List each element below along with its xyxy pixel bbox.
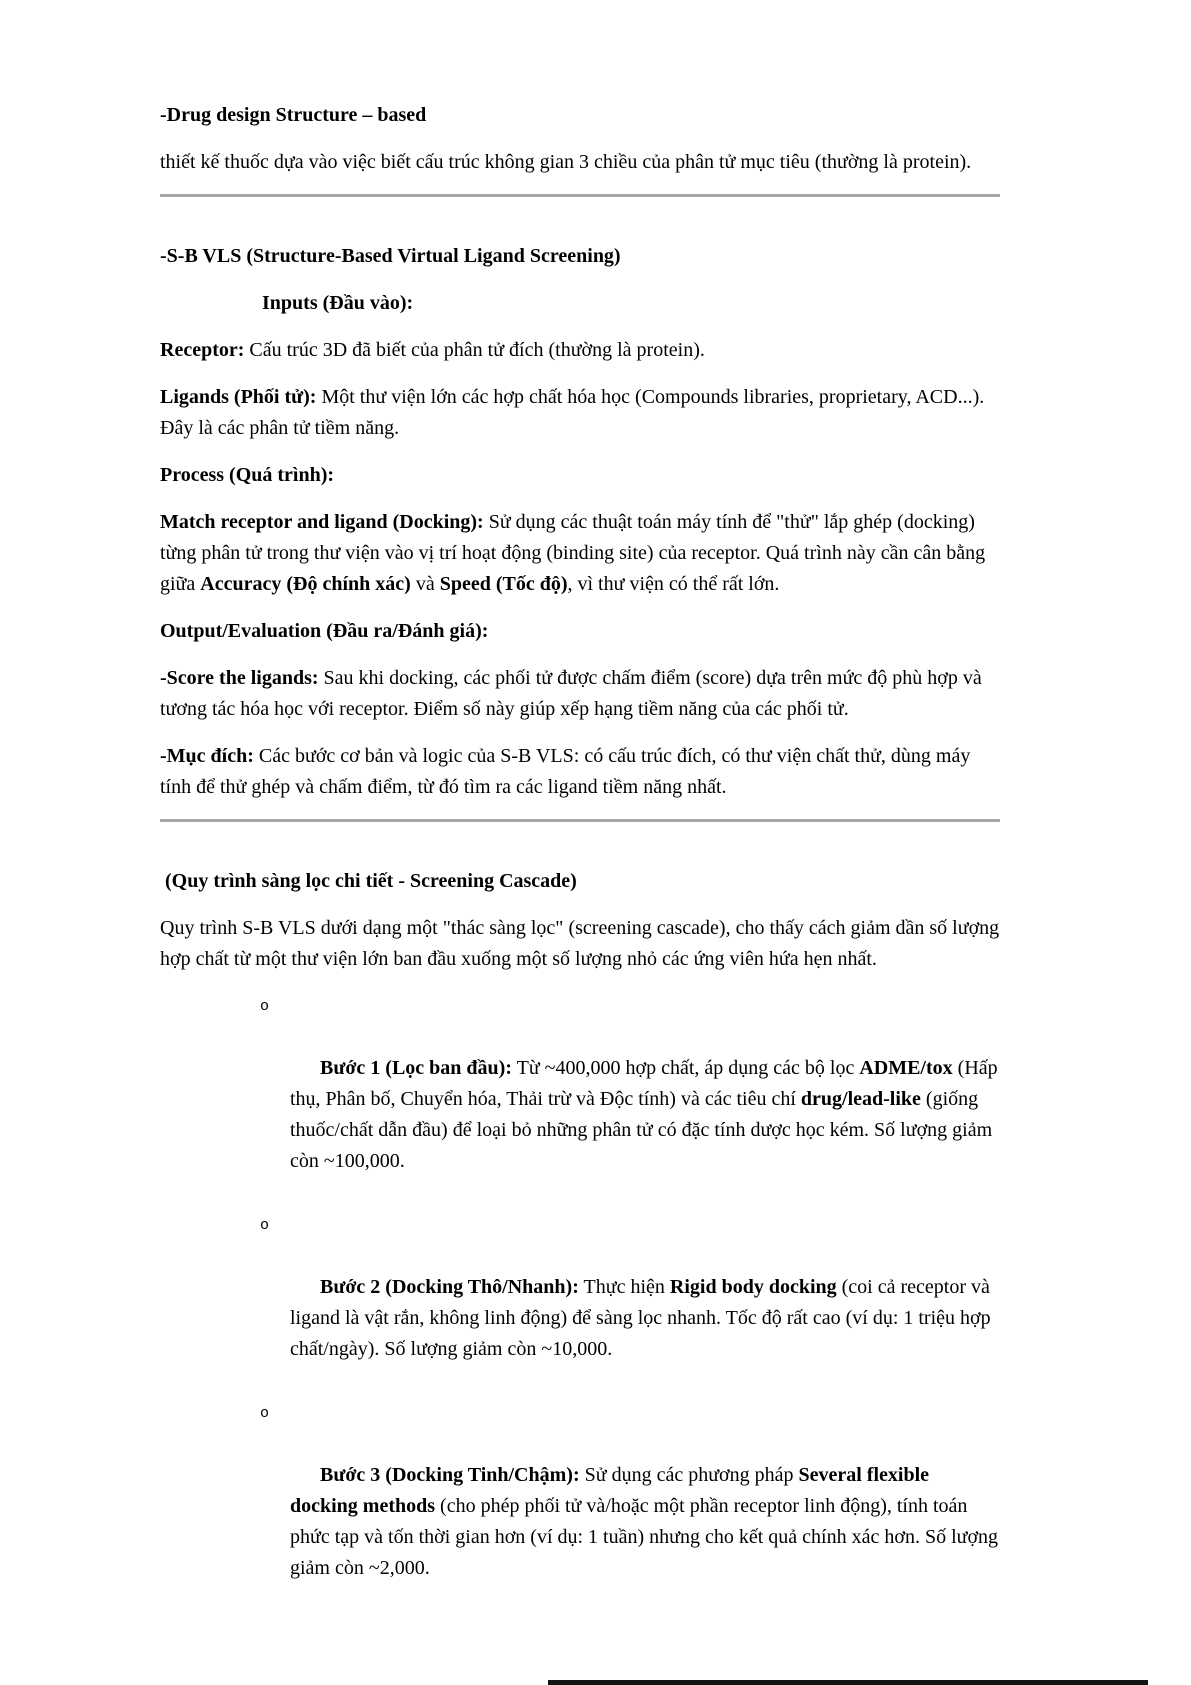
- section-divider: [160, 194, 1000, 197]
- list-item-step-3: [160, 1398, 1004, 1615]
- heading-output-evaluation: Output/Evaluation (Đầu ra/Đánh giá):: [160, 620, 489, 642]
- bullet-marker: o: [260, 1405, 270, 1422]
- para-muc-dich: -Mục đích: Các bước cơ bản và logic của S-B VLS: có cấu trúc đích, có thư viện chất thử, dùng máy tính để thử ghép và chấm điểm, từ đó tìm ra các ligand tiềm năng nhất.: [160, 745, 976, 798]
- list-item-text: Bước 1 (Lọc ban đầu): Từ ~400,000 hợp chất, áp dụng các bộ lọc ADME/tox (Hấp thụ, Phân bố, Chuyển hóa, Thải trừ và Độc tính) và các tiêu chí drug/lead-like (giống thuốc/chất dẫn đầu) để loại bỏ những phân tử có đặc tính dược học kém. Số lượng giảm còn ~100,000.: [290, 1057, 1003, 1172]
- list-item-text: Bước 3 (Docking Tinh/Chậm): Sử dụng các phương pháp Several flexible docking methods (cho phép phối tử và/hoặc một phần receptor linh động), tính toán phức tạp và tốn thời gian hơn (ví dụ: 1 tuần) nhưng cho kết quả chính xác hơn. Số lượng giảm còn ~2,000.: [290, 1464, 1004, 1579]
- para-receptor: Receptor: Cấu trúc 3D đã biết của phân tử đích (thường là protein).: [160, 339, 705, 361]
- bullet-marker: o: [260, 1217, 270, 1234]
- heading-process: Process (Quá trình):: [160, 464, 335, 486]
- heading-inputs: Inputs (Đầu vào):: [262, 292, 414, 314]
- heading-screening-cascade: (Quy trình sàng lọc chi tiết - Screening Cascade): [160, 870, 577, 892]
- section-divider: [160, 819, 1000, 822]
- list-item-step-1: [160, 991, 1003, 1208]
- heading-drug-design: -Drug design Structure – based: [160, 104, 427, 126]
- screening-cascade-list: [160, 991, 1004, 1615]
- para-ligands: Ligands (Phối tử): Một thư viện lớn các hợp chất hóa học (Compounds libraries, proprietary, ACD...). Đây là các phân tử tiềm năng.: [160, 386, 990, 439]
- list-item-text: Bước 2 (Docking Thô/Nhanh): Thực hiện Rigid body docking (coi cả receptor và ligand là vật rắn, không linh động) để sàng lọc nhanh. Tốc độ rất cao (ví dụ: 1 triệu hợp chất/ngày). Số lượng giảm còn ~10,000.: [290, 1276, 996, 1360]
- para-score-ligands: -Score the ligands: Sau khi docking, các phối tử được chấm điểm (score) dựa trên mức độ phù hợp và tương tác hóa học với receptor. Điểm số này giúp xếp hạng tiềm năng của các phối tử.: [160, 667, 987, 720]
- para-intro: thiết kế thuốc dựa vào việc biết cấu trúc không gian 3 chiều của phân tử mục tiêu (thường là protein).: [160, 151, 972, 173]
- para-cascade-intro: Quy trình S-B VLS dưới dạng một "thác sàng lọc" (screening cascade), cho thấy cách giảm dần số lượng hợp chất từ một thư viện lớn ban đầu xuống một số lượng nhỏ các ứng viên hứa hẹn nhất.: [160, 917, 1005, 970]
- bottom-edge-bar: [548, 1680, 1148, 1685]
- list-item-step-2: [160, 1210, 1000, 1396]
- heading-sbvls: -S-B VLS (Structure-Based Virtual Ligand Screening): [160, 245, 621, 267]
- para-match-docking: Match receptor and ligand (Docking): Sử dụng các thuật toán máy tính để "thử" lắp ghép (docking) từng phân tử trong thư viện vào vị trí hoạt động (binding site) của receptor. Quá trình này cần cân bằng giữa Accuracy (Độ chính xác) và Speed (Tốc độ), vì thư viện có thể rất lớn.: [160, 511, 991, 595]
- bullet-marker: o: [260, 998, 270, 1015]
